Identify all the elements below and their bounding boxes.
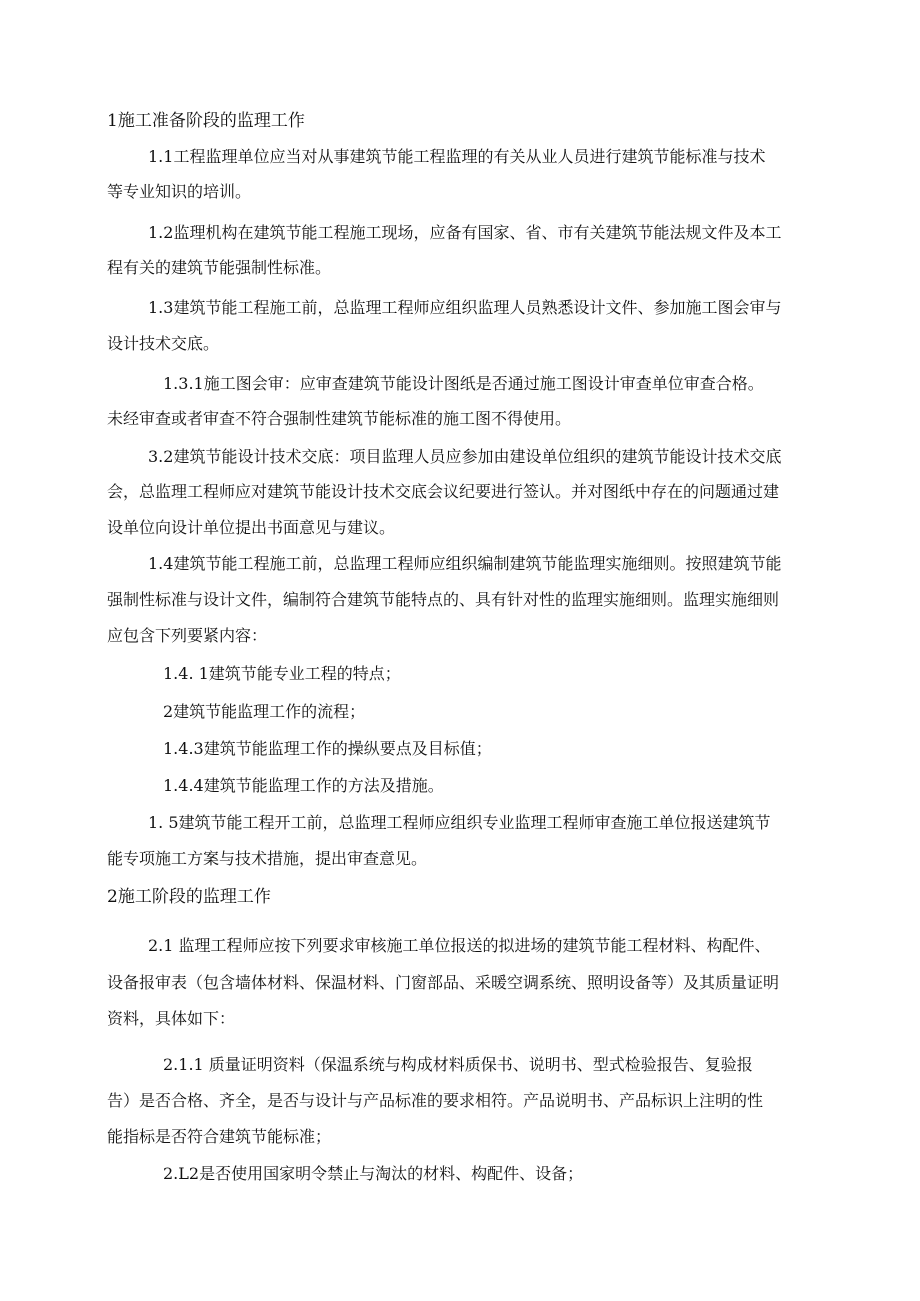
paragraph-1-2-line-1: 1.2监理机构在建筑节能工程施工现场，应备有国家、省、市有关建筑节能法规文件及本工 xyxy=(148,223,782,242)
paragraph-1-2-line-2: 程有关的建筑节能强制性标准。 xyxy=(107,258,332,277)
paragraph-1-1-line-1: 1.1工程监理单位应当对从事建筑节能工程监理的有关从业人员进行建筑节能标准与技术 xyxy=(148,147,766,166)
item-1-4-1: 1.4. 1建筑节能专业工程的特点； xyxy=(163,664,401,683)
item-1-4-2: 2建筑节能监理工作的流程； xyxy=(163,702,366,721)
paragraph-2-1-line-3: 资料，具体如下： xyxy=(107,1009,236,1028)
paragraph-1-3-line-2: 设计技术交底。 xyxy=(107,334,220,353)
paragraph-2-1-1-line-3: 能指标是否符合建筑节能标准； xyxy=(107,1127,332,1146)
paragraph-3-2-line-1: 3.2建筑节能设计技术交底：项目监理人员应参加由建设单位组织的建筑节能设计技术交底 xyxy=(148,447,782,466)
section-2-heading: 2施工阶段的监理工作 xyxy=(107,887,271,907)
paragraph-1-3-1-line-1: 1.3.1施工图会审：应审查建筑节能设计图纸是否通过施工图设计审查单位审查合格。 xyxy=(163,374,764,393)
paragraph-1-4-line-3: 应包含下列要紧内容： xyxy=(107,626,268,645)
paragraph-1-5-line-2: 能专项施工方案与技术措施，提出审查意见。 xyxy=(107,849,428,868)
paragraph-3-2-line-3: 设单位向设计单位提出书面意见与建议。 xyxy=(107,518,396,537)
item-1-4-3: 1.4.3建筑节能监理工作的操纵要点及目标值； xyxy=(163,739,492,758)
paragraph-2-1-line-2: 设备报审表（包含墙体材料、保温材料、门窗部品、采暖空调系统、照明设备等）及其质量证明 xyxy=(107,973,780,992)
paragraph-1-4-line-1: 1.4建筑节能工程施工前，总监理工程师应组织编制建筑节能监理实施细则。按照建筑节能 xyxy=(148,554,782,573)
paragraph-2-1-1-line-2: 告）是否合格、齐全，是否与设计与产品标准的要求相符。产品说明书、产品标识上注明的性 xyxy=(107,1091,764,1110)
paragraph-1-1-line-2: 等专业知识的培训。 xyxy=(107,182,252,201)
paragraph-3-2-line-2: 会，总监理工程师应对建筑节能设计技术交底会议纪要进行签认。并对图纸中存在的问题通过建 xyxy=(107,482,780,501)
paragraph-1-3-line-1: 1.3建筑节能工程施工前，总监理工程师应组织监理人员熟悉设计文件、参加施工图会审与 xyxy=(148,298,782,317)
paragraph-1-5-line-1: 1. 5建筑节能工程开工前，总监理工程师应组织专业监理工程师审查施工单位报送建筑节 xyxy=(148,813,771,832)
paragraph-2-1-line-1: 2.1 监理工程师应按下列要求审核施工单位报送的拟进场的建筑节能工程材料、构配件、 xyxy=(148,936,771,955)
item-2-1-2: 2.L2是否使用国家明令禁止与淘汰的材料、构配件、设备； xyxy=(163,1164,584,1183)
paragraph-1-3-1-line-2: 未经审查或者审查不符合强制性建筑节能标准的施工图不得使用。 xyxy=(107,409,572,428)
paragraph-1-4-line-2: 强制性标准与设计文件，编制符合建筑节能特点的、具有针对性的监理实施细则。监理实施细则 xyxy=(107,590,780,609)
item-1-4-4: 1.4.4建筑节能监理工作的方法及措施。 xyxy=(163,776,444,795)
paragraph-2-1-1-line-1: 2.1.1 质量证明资料（保温系统与构成材料质保书、说明书、型式检验报告、复验报 xyxy=(163,1055,753,1074)
section-1-heading: 1施工准备阶段的监理工作 xyxy=(107,111,305,131)
